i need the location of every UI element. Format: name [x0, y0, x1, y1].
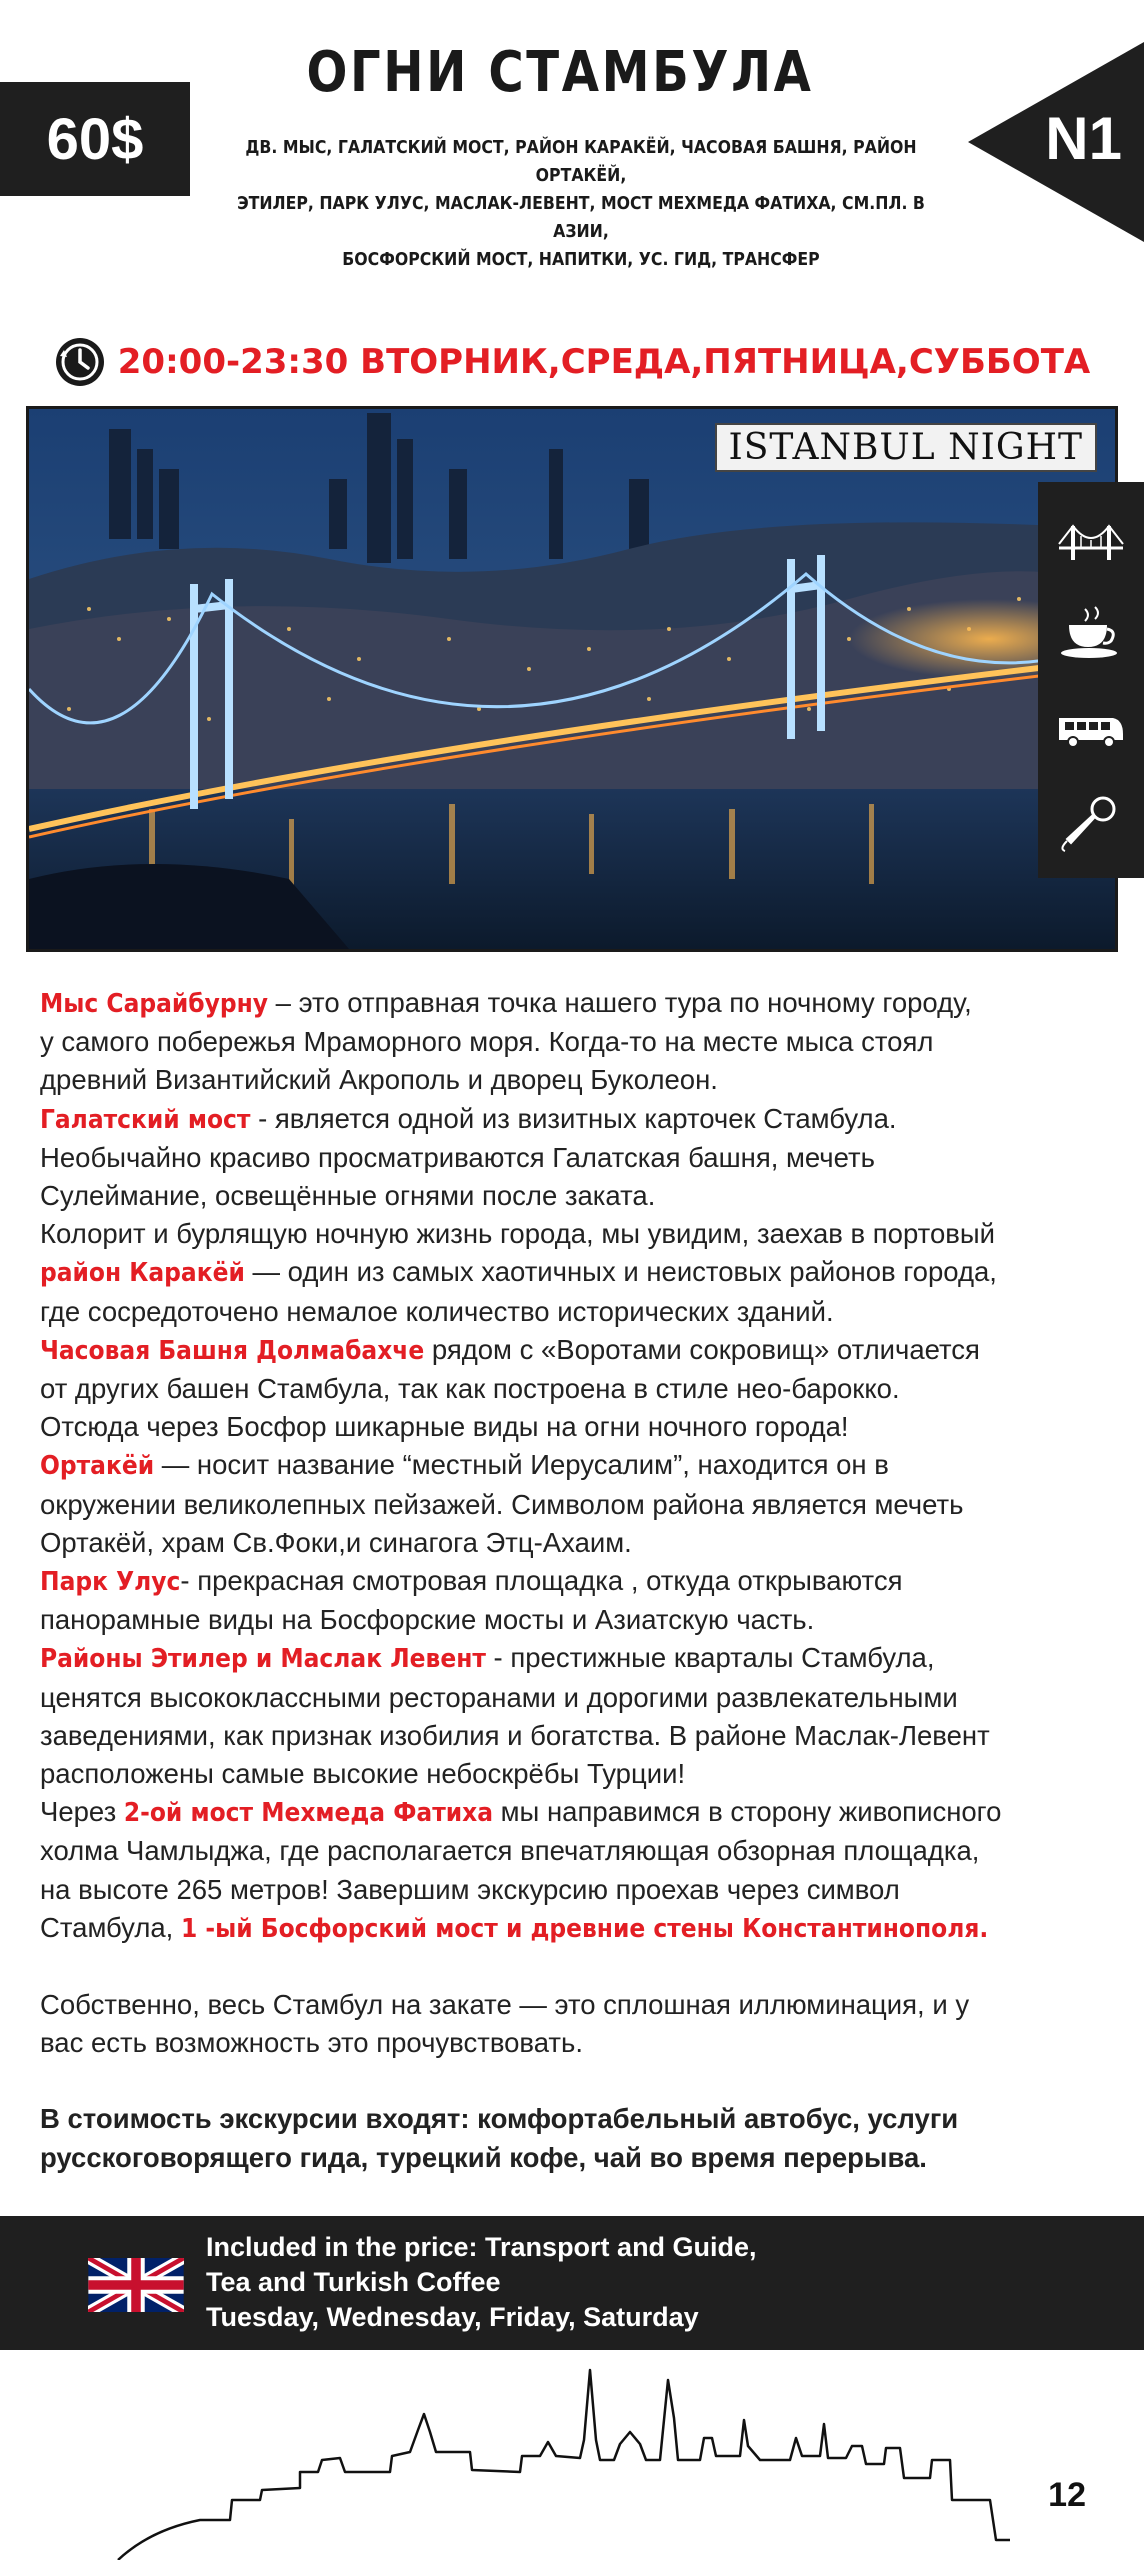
- paragraph: [40, 1100, 1110, 1139]
- text: Стамбула,: [40, 1911, 181, 1943]
- text: - прекрасная смотровая площадка , откуда открываются: [180, 1565, 903, 1597]
- text-line: заведениями, как признак изобилия и богатства. В районе Маслак-Левент: [40, 1719, 990, 1751]
- text-line: вас есть возможность это прочувствовать.: [40, 2027, 583, 2059]
- text-line: ценятся высококлассными ресторанами и дорогими развлекательными: [40, 1681, 958, 1713]
- tour-highlights: [226, 134, 936, 274]
- bus-icon: [1055, 698, 1127, 758]
- included-text-line: русскоговорящего гида, турецкий кофе, чай во время перерыва.: [40, 2141, 927, 2173]
- schedule-text: 20:00-23:30 ВТОРНИК,СРЕДА,ПЯТНИЦА,СУББОТА: [117, 342, 1091, 382]
- tour-number: N1: [1045, 105, 1122, 172]
- text-line: окружении великолепных пейзажей. Символом района является мечеть: [40, 1488, 964, 1520]
- text-line: расположены самые высокие небоскрёбы Турции!: [40, 1758, 686, 1790]
- text-line: Необычайно красиво просматриваются Галатская башня, мечеть: [40, 1141, 875, 1173]
- english-line: Tea and Turkish Coffee: [206, 2267, 501, 2297]
- text: - является одной из визитных карточек Стамбула.: [250, 1102, 897, 1134]
- text-line: Колорит и бурлящую ночную жизнь города, мы увидим, заехав в портовый: [40, 1218, 995, 1250]
- text: – это отправная точка нашего тура по ночному городу,: [268, 987, 972, 1018]
- place-highlight: Галатский мост: [40, 1104, 251, 1135]
- text-line: Отсюда через Босфор шикарные виды на огни ночного города!: [40, 1411, 849, 1443]
- text-line: Ортакёй, храм Св.Фоки,и синагога Этц-Ахаим.: [40, 1526, 632, 1558]
- place-highlight: 2-ой мост Мехмеда Фатиха: [123, 1798, 494, 1829]
- coffee-cup-icon: [1055, 603, 1127, 663]
- text-line: древний Византийский Акрополь и дворец Буколеон.: [40, 1064, 718, 1096]
- paragraph: [40, 1639, 1110, 1678]
- photo-caption: ISTANBUL NIGHT: [715, 423, 1097, 472]
- paragraph: [40, 1562, 1110, 1601]
- istanbul-skyline-drawing: [0, 2360, 1144, 2560]
- paragraph: [40, 1253, 1110, 1292]
- place-highlight: Часовая Башня Долмабахче: [40, 1335, 425, 1366]
- included-text-line: В стоимость экскурсии входят: комфортабельный автобус, услуги: [40, 2103, 959, 2135]
- paragraph: [40, 1793, 1110, 1832]
- english-line: Tuesday, Wednesday, Friday, Saturday: [206, 2302, 699, 2332]
- english-text: [206, 2230, 757, 2335]
- english-line: Included in the price: Transport and Guide,: [206, 2232, 757, 2262]
- paragraph: [40, 1909, 1110, 1948]
- place-highlight: район Каракёй: [40, 1258, 245, 1289]
- text-line: Сулеймание, освещённые огнями после заката.: [40, 1180, 656, 1212]
- text: .: [979, 1913, 989, 1944]
- text-line: панорамные виды на Босфорские мосты и Азиатскую часть.: [40, 1604, 815, 1636]
- text-line: от других башен Стамбула, так как построена в стиле нео-барокко.: [40, 1373, 900, 1405]
- paragraph: [40, 1446, 1110, 1485]
- place-highlight: 1 -ый Босфорский мост и древние стены Константинополя: [180, 1913, 980, 1944]
- clock-icon: [54, 336, 106, 388]
- page-title: ОГНИ СТАМБУЛА: [306, 40, 814, 105]
- page-number: 12: [1048, 2476, 1086, 2514]
- microphone-icon: [1055, 793, 1127, 853]
- price-badge: [0, 82, 190, 196]
- english-summary-band: [0, 2216, 1144, 2350]
- text-line: на высоте 265 метров! Завершим экскурсию проехав через символ: [40, 1873, 900, 1905]
- schedule: [0, 336, 1144, 388]
- text: — носит название “местный Иерусалим”, находится он в: [154, 1449, 889, 1481]
- subtitle-line: ЭТИЛЕР, ПАРК УЛУС, МАСЛАК-ЛЕВЕНТ, МОСТ МЕХМЕДА ФАТИХА, СМ.ПЛ. В АЗИИ,: [237, 194, 925, 242]
- features-icon-panel: [1038, 482, 1144, 878]
- text-line: холма Чамлыджа, где располагается впечатляющая обзорная площадка,: [40, 1835, 980, 1867]
- text: - престижные кварталы Стамбула,: [485, 1642, 935, 1674]
- text: — один из самых хаотичных и неистовых районов города,: [244, 1256, 997, 1288]
- text-line: Собственно, весь Стамбул на закате — это сплошная иллюминация, и у: [40, 1989, 970, 2021]
- place-highlight: Ортакёй: [40, 1451, 155, 1482]
- place-highlight: Мыс Сарайбурну: [40, 989, 269, 1019]
- bridge-icon: [1055, 508, 1127, 568]
- place-highlight: Парк Улус: [40, 1567, 181, 1598]
- price-value: 60$: [46, 106, 144, 172]
- text: рядом с «Воротами сокровищ» отличается: [424, 1333, 980, 1365]
- text: Через: [40, 1796, 124, 1828]
- istanbul-night-photo: [26, 406, 1118, 952]
- uk-flag-icon: [88, 2258, 184, 2312]
- text: мы направимся в сторону живописного: [493, 1796, 1002, 1828]
- subtitle-line: ДВ. МЫС, ГАЛАТСКИЙ МОСТ, РАЙОН КАРАКЁЙ, ЧАСОВАЯ БАШНЯ, РАЙОН ОРТАКЁЙ,: [245, 138, 917, 186]
- text-line: у самого побережья Мраморного моря. Когда-то на месте мыса стоял: [40, 1026, 934, 1058]
- tour-description: [40, 984, 1110, 2177]
- paragraph: [40, 1331, 1110, 1370]
- text-line: где сосредоточено немалое количество исторических зданий.: [40, 1295, 834, 1327]
- paragraph: [40, 984, 1110, 1023]
- place-highlight: Районы Этилер и Маслак Левент: [40, 1644, 486, 1675]
- night-cityscape-image: [29, 409, 1115, 949]
- subtitle-line: БОСФОРСКИЙ МОСТ, НАПИТКИ, УС. ГИД, ТРАНСФЕР: [342, 250, 820, 270]
